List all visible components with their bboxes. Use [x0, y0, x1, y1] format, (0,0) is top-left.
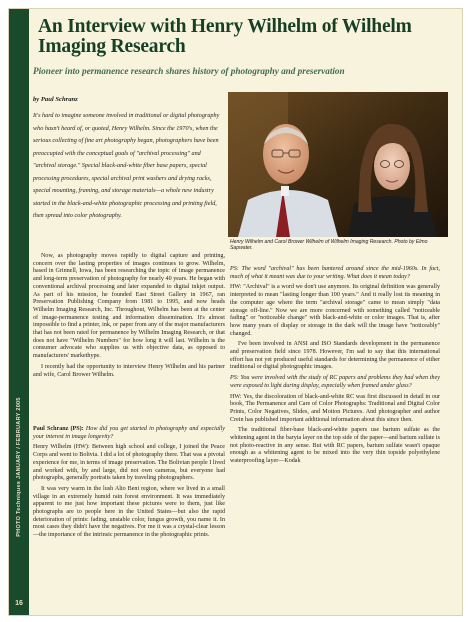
question-3: PS: You were involved with the study of RC papers and problems they had when they were exposed to light during display, especially when framed under glass? — [230, 375, 440, 389]
green-sidebar — [9, 9, 29, 615]
question-1-speaker: Paul Schranz (PS): — [33, 426, 84, 432]
column-right — [230, 266, 440, 469]
byline-by: by — [33, 96, 40, 103]
portrait-photo — [228, 92, 448, 237]
answer-1-continued: It was very warm in the lush Alto Beni region, where we lived in a small village in an extremely humid rain forest environment. It was immediately apparent to me just how important these pictures were to them, just like photographs are to people here in the United States—but also the rapid deterioration of prints: fading, unstable color, fungus growth, you name it. In most cases they didn't have the negatives. For me it was a crystal-clear lesson—the importance of the intrinsic permanence in the photographic prints. — [33, 485, 225, 539]
page-number: 16 — [15, 600, 23, 607]
answer-2-continued: I've been involved in ANSI and ISO Standards development in the permanence and preservation field since 1978. However, I'm sad to say that this international effort has not yet produced useful standards for determining the permanence of either traditional or digital photographic images. — [230, 341, 440, 371]
running-head-text: PHOTO Techniques JANUARY / FEBRUARY 2005 — [16, 397, 22, 537]
column-left-top — [33, 253, 225, 382]
answer-1-text: Between high school and college, I joined the Peace Corps and went to Bolivia. I did a lot of photography there. That was a pivotal experience for me, in terms of image preservation. The Bolivian people I lived and worked with, by and large, did not own cameras, but everyone had photographs, generally portraits taken by traveling photographers. — [33, 444, 225, 482]
intro-paragraph: It's hard to imagine someone involved in traditional or digital photography who hasn't heard of, or quoted, Henry Wilhelm. Since the 1970's, when the serious collecting of fine art photography began, photographers have been preoccupied with the conceptual goals of "archival processing" and "archival storage." Special black-and-white fiber base papers, special processing procedures, special archival print washers and drying racks, special mounting, framing, and storage materials—a whole new industry started in the black-and-white photographic processing and printing field, then spread into color photography. — [33, 112, 220, 219]
article-title: An Interview with Henry Wilhelm of Wilhelm Imaging Research — [38, 16, 412, 57]
answer-1 — [33, 444, 225, 483]
answer-3: HW: Yes, the discoloration of black-and-white RC was first discussed in detail in our book, The Permanence and Care of Color Photographs: Traditional and Digital Color Prints, Color Negatives, Slides, and Motion Pictures. And photographer and author Crein has published important additional information about this since then. — [230, 393, 440, 423]
byline — [33, 96, 78, 103]
question-1-text: How did you get started in photography and especially your interest in image longevity? — [33, 426, 225, 440]
answer-3-continued: The traditional fiber-base black-and-white papers use barium sulfate as the whitening agent in the baryta layer on the top side of the paper—and barium sulfate is not photo-reactive in any sense. But with RC papers, barium sulfate wasn't opaque enough as a whitening agent to be mixed into the very thin topside polyethylene waterproofing layer—Kodak — [230, 427, 440, 465]
article-subtitle: Pioneer into permanence research shares history of photography and preservation — [33, 66, 345, 76]
question-2: PS: The word "archival" has been bantered around since the mid-1960s. In fact, much of what it meant was due to your writing. What does it mean today? — [230, 266, 440, 280]
question-1 — [33, 426, 225, 441]
body-paragraph: Now, as photography moves rapidly to digital capture and printing, concern over the lasting properties of images continues to grow. Wilhelm, based in Grinnell, Iowa, has been researching the topic of image permanence and long-term preservation of photography for nearly 40 years. He began with conventional archival processing and later expanded to digital inkjet output. As part of his mission, he founded East Street Gallery in 1967, ran Preservation Publishing Company from 1981 to 1995, and now heads Wilhelm Imaging Research, Inc. Throughout, Wilhelm has been at the center of image-permanence testing and information dissemination. It's almost impossible to find a printer, ink, or paper from any of the major manufacturers that has not been rated for permanence by Wilhelm Imaging Research, or that does not have "Wilhelm Numbers" for how long it will last. Wilhelm is the consumer advocate who supplies us with objective data, as opposed to manufacturers' markethype. — [33, 253, 225, 360]
answer-1-speaker: Henry Wilhelm (HW): — [33, 444, 90, 451]
byline-author: Paul Schranz — [40, 96, 78, 103]
running-head — [12, 347, 26, 587]
column-left-bottom — [33, 426, 225, 543]
photo-caption: Henry Wilhelm and Carol Brower Wilhelm of Wilhelm Imaging Research. Photo by Elmo Sapwater. — [230, 239, 428, 252]
answer-2: HW: "Archival" is a word we don't use anymore. Its original definition was generally interpreted to mean "lasting longer than 100 years." And it really lost its meaning in the computer age where the term "archival storage" came to mean simply "data storage off-line." Now we are more concerned with something called "noticeable fading" or "noticeable change" with black-and-white or color images. That is, after how many years of display or storage in the dark will the image have "noticeably" changed. — [230, 284, 440, 337]
portrait-photo-image — [228, 92, 448, 237]
body-paragraph: I recently had the opportunity to interview Henry Wilhelm and his partner and wife, Carol Brower Wilhelm. — [33, 363, 225, 378]
